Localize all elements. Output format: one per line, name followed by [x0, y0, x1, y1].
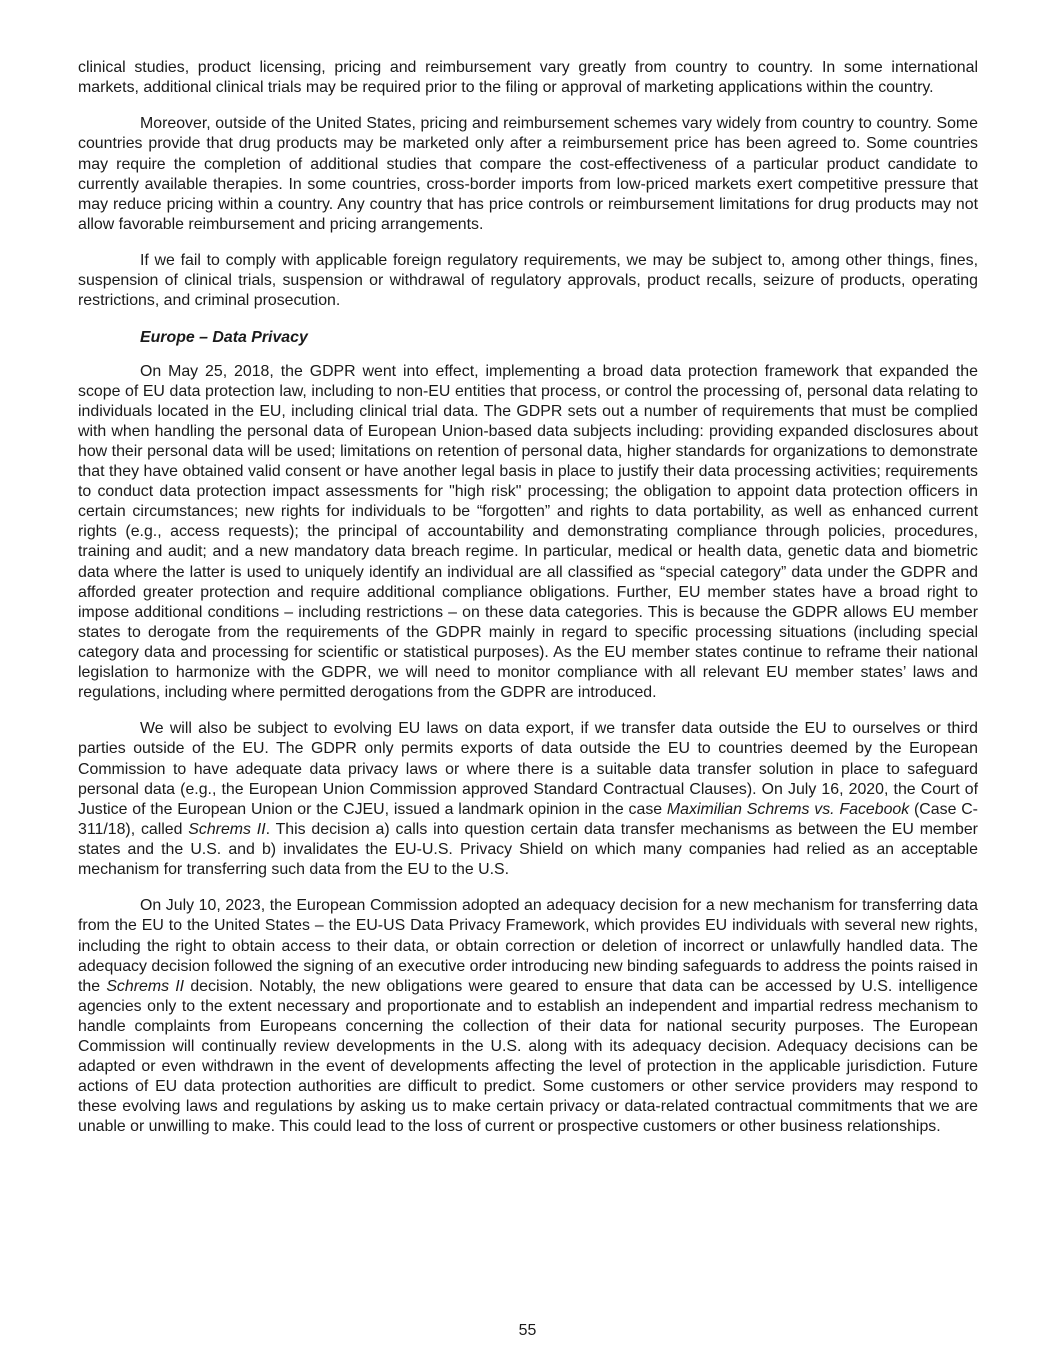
text-segment: (Case C-311/18), called [78, 800, 978, 838]
text-segment: We will also be subject to evolving EU laws on data export, if we transfer data outside the EU to ourselves or third parties outside of the EU. The GDPR only permits exports of data outside the EU to countries deemed by the European Commission to have adequate data privacy laws or where there is a suitable data transfer solution in place to safeguard personal data (e.g., the European Union Commission approved Standard Contractual Clauses). On July 16, 2020, the Court of Justice of the European Union or the CJEU, issued a landmark opinion in the case [78, 720, 978, 818]
document-page [78, 58, 978, 1154]
text-segment: . This decision a) calls into question certain data transfer mechanisms as between the EU member states and the U.S. and b) invalidates the EU-U.S. Privacy Shield on which many companies had relied as an acceptable mechanism for transferring such data from the EU to the U.S. [78, 820, 978, 879]
section-heading-europe-data-privacy: Europe – Data Privacy [140, 328, 308, 346]
case-name: Maximilian Schrems vs. Facebook [666, 800, 910, 818]
case-short-name: Schrems II [188, 820, 266, 838]
text-segment: decision. Notably, the new obligations were geared to ensure that data can be accessed by U.S. intelligence agencies only to the extent necessary and proportionate and to establish an independent and impartial redress mechanism to handle complaints from Europeans concerning the collection of their data for national security purposes. The European Commission will continually review developments in the U.S. along with its adequacy decision. Adequacy decisions can be adapted or even withdrawn in the event of developments affecting the level of protection in the applicable jurisdiction. Future actions of EU data protection authorities are difficult to predict. Some customers or other service providers may respond to these evolving laws and regulations by asking us to make certain privacy or data-related contractual commitments that we are unable or unwilling to make. This could lead to the loss of current or prospective customers or other business relationships. [78, 977, 978, 1136]
paragraph-regulatory-compliance: If we fail to comply with applicable foreign regulatory requirements, we may be subject to, among other things, fines, suspension of clinical trials, suspension or withdrawal of regulatory approvals, product recalls, seizure of products, operating restrictions, and criminal prosecution. [78, 252, 978, 310]
text-segment: On July 10, 2023, the European Commission adopted an adequacy decision for a new mechanism for transferring data from the EU to the United States – the EU-US Data Privacy Framework, which provides EU individuals with several new rights, including the right to obtain access to their data, or obtain correction or deletion of incorrect or unlawfully handled data. The adequacy decision followed the signing of an executive order introducing new binding safeguards to address the points raised in the [78, 897, 978, 995]
paragraph-data-export [78, 719, 978, 880]
paragraph-adequacy-decision [78, 896, 978, 1137]
paragraph-international-markets: clinical studies, product licensing, pricing and reimbursement vary greatly from country to country. In some international markets, additional clinical trials may be required prior to the filing or approval of marketing applications within the country. [78, 59, 978, 97]
paragraph-gdpr: On May 25, 2018, the GDPR went into effect, implementing a broad data protection framework that expanded the scope of EU data protection law, including to non-EU entities that process, or control the processing of, personal data relating to individuals located in the EU, including clinical trial data. The GDPR sets out a number of requirements that must be complied with when handling the personal data of European Union-based data subjects including: providing expanded disclosures about how their personal data will be used; limitations on retention of personal data, higher standards for organizations to demonstrate that they have obtained valid consent or have another legal basis in place to justify their data processing activities; requirements to conduct data protection impact assessments for "high risk" processing; the obligation to appoint data protection officers in certain circumstances; new rights for individuals to be “forgotten” and rights to data portability, as well as enhanced current rights (e.g., access requests); the principal of accountability and demonstrating compliance through policies, procedures, training and audit; and a new mandatory data breach regime. In particular, medical or health data, genetic data and biometric data where the latter is used to uniquely identify an individual are all classified as “special category” data under the GDPR and afforded greater protection and require additional compliance obligations. Further, EU member states have a broad right to impose additional conditions – including restrictions – on these data categories. This is because the GDPR allows EU member states to derogate from the requirements of the GDPR mainly in regard to specific processing situations (including special category data and processing for scientific or statistical purposes). As the EU member states continue to reframe their national legislation to harmonize with the GDPR, we will need to monitor compliance with all relevant EU member states’ laws and regulations, including where permitted derogations from the GDPR are introduced. [78, 362, 978, 702]
paragraph-pricing-reimbursement: Moreover, outside of the United States, pricing and reimbursement schemes vary widely from country to country. Some countries provide that drug products may be marketed only after a reimbursement price has been agreed to. Some countries may require the completion of additional studies that compare the cost-effectiveness of a particular product candidate to currently available therapies. In some countries, cross-border imports from low-priced markets exert competitive pressure that may reduce pricing within a country. Any country that has price controls or reimbursement limitations for drug products may not allow favorable reimbursement and pricing arrangements. [78, 115, 978, 233]
page-number: 55 [518, 1322, 537, 1339]
case-short-name: Schrems II [106, 977, 185, 995]
